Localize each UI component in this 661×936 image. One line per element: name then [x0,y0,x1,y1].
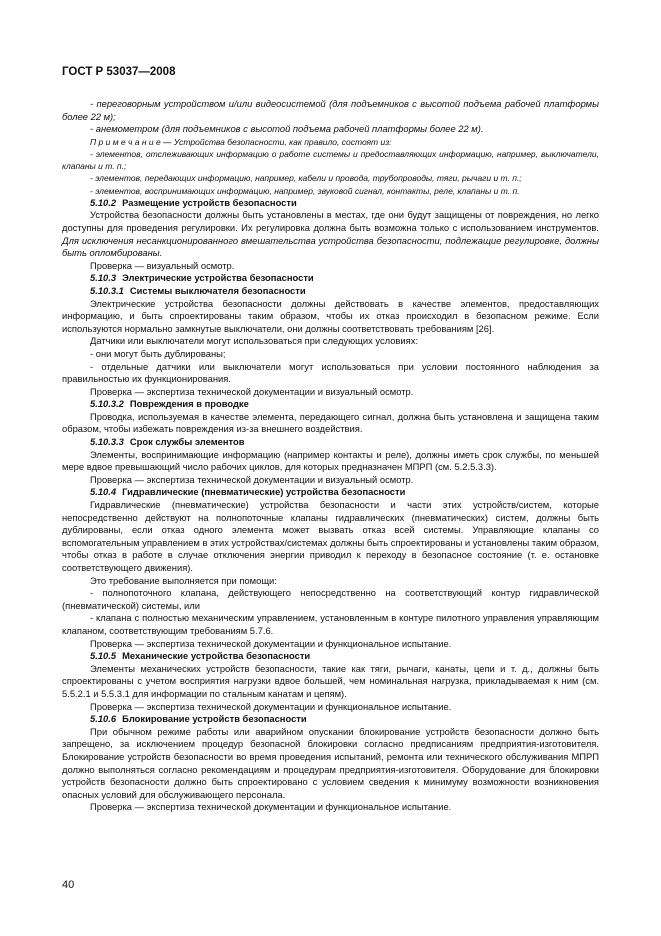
section-number: 5.10.3 [90,272,117,284]
list-item: - переговорным устройством и/или видеосистемой (для подъемников с высотой подъема рабочей платформы более 22 м); [62,98,599,122]
note-item: - элементов, отслеживающих информацию о работе системы и предоставляющих информацию, например, выключатели, клапаны и т. п.; [62,148,599,172]
section-number: 5.10.3.3 [90,436,124,448]
note-item: - элементов, передающих информацию, например, кабели и провода, трубопроводы, тяги, рычаги и т. п.; [90,173,522,184]
section-title: Электрические устройства безопасности [122,272,314,284]
page-number: 40 [62,879,75,891]
list-item: - полнопоточного клапана, действующего непосредственно на соответствующий контур гидравлической (пневматической) системы, или [62,587,599,611]
check-line: Проверка — экспертиза технической документации и функциональное испытание. [90,637,452,649]
paragraph-italic-text: Для исключения несанкционированного вмешательства устройства безопасности, подлежащие регулировке, должны быть опломбированы. [62,234,599,259]
section-heading [62,272,599,285]
list-item: - анемометром (для подъемников с высотой подъема рабочей платформы более 22 м). [90,123,484,135]
paragraph-text: Устройства безопасности должны быть установлены в местах, где они будут защищены от повреждения, но легко доступны для проведения регулировки. Их регулировка должна быть возможна только с использованием инструментов. [62,209,599,233]
section-number: 5.10.3.1 [90,284,124,296]
section-heading [62,486,599,499]
list-item: - клапана с полностью механическим управлением, установленным в контуре пилотного управления управляющим клапаном, соответствующим требованиям 5.7.6. [62,612,599,636]
paragraph: При обычном режиме работы или аварийном опускании блокирование устройств безопасности должно быть запрещено, за исключением процедур безопасной блокировки согласно предписаниям предприятия-изготовителя. Блокирование устройств безопасности во время проведения испытаний, ремонта или технического обслуживания МПРП должно выполняться согласно рекомендациям и процедурам предприятия-изготовителя. Оборудование для блокировки устройств безопасности должно быть спроектировано с условием сведения к минимуму возможности возникновения опасных условий для обслуживающего персонала. [62,725,599,800]
section-heading [62,197,599,210]
check-line: Проверка — экспертиза технической документации и функциональное испытание. [90,801,452,813]
section-number: 5.10.2 [90,196,117,208]
paragraph: Элементы, воспринимающие информацию (например контакты и реле), должны иметь срок службы, по меньшей мере вдвое превышающий число рабочих циклов, для которых предназначен МПРП (см. 5.2.5.3.3). [62,448,599,473]
note-label: П р и м е ч а н и е [90,136,161,147]
section-title: Гидравлические (пневматические) устройства безопасности [122,486,406,498]
list-item: - отдельные датчики или выключатели могут использоваться при условии постоянного наблюдения за правильностью их функционирования. [62,360,599,385]
section-heading [62,436,599,449]
section-number: 5.10.5 [90,650,117,662]
note-item: - элементов, воспринимающих информацию, например, звуковой сигнал, контакты, реле, клапаны и т. п. [90,185,520,196]
paragraph: Элементы механических устройств безопасности, такие как тяги, рычаги, канаты, цепи и т. д., должны быть спроектированы с учетом восприятия нагрузки вдвое большей, чем номинальная нагрузка, прикладываемая к ним (см. 5.5.2.1 и 5.5.3.1 для информации по стальным канатам и цепям). [62,662,599,699]
section-title: Механические устройства безопасности [122,650,311,662]
list-item: - они могут быть дублированы; [90,347,226,359]
section-title: Системы выключателя безопасности [129,284,306,296]
paragraph: Гидравлические (пневматические) устройства безопасности и части этих устройств/систем, которые непосредственно действуют на полнопоточные клапаны гидравлических (пневматических) систем, должны быть дублированы, если отказ одного элемента может вызвать отказ всей системы. Управляющие клапаны со вспомогательным управлением в этих устройствах/системах должны быть спроектированы и установлены таким образом, чтобы отказ в работе в случае отключения энергии приводил к переходу в безопасное состояние (т. е. остановке соответствующего движения). [62,499,599,574]
check-line: Проверка — визуальный осмотр. [90,259,235,271]
check-line: Проверка — экспертиза технической документации и функциональное испытание. [90,700,452,712]
document-header: ГОСТ Р 53037—2008 [62,66,176,78]
document-body [62,98,599,814]
section-heading [62,713,599,726]
note-paragraph [62,136,599,148]
section-number: 5.10.4 [90,486,117,498]
section-title: Срок службы элементов [129,436,245,448]
paragraph [62,209,599,259]
section-number: 5.10.6 [90,713,117,725]
section-heading [62,398,599,411]
check-line: Проверка — экспертиза технической документации и визуальный осмотр. [90,385,414,397]
section-title: Размещение устройств безопасности [122,196,297,208]
section-heading [62,285,599,298]
section-number: 5.10.3.2 [90,398,124,410]
paragraph: Проводка, используемая в качестве элемента, передающего сигнал, должна быть установлена и защищена таким образом, чтобы избежать повреждения из-за внешнего воздействия. [62,410,599,435]
note-text: — Устройства безопасности, как правило, состоят из: [160,136,392,147]
check-line: Проверка — экспертиза технической документации и визуальный осмотр. [90,473,414,485]
section-title: Блокирование устройств безопасности [122,713,307,725]
paragraph: Датчики или выключатели могут использоваться при следующих условиях: [90,335,419,347]
section-heading [62,650,599,663]
paragraph: Электрические устройства безопасности должны действовать в качестве элементов, предоставляющих информацию, и быть спроектированы таким образом, чтобы их отказ происходил в безопасном режиме. Если используются нормально замкнутые выключатели, они должны соответствовать требованиям [26]. [62,297,599,334]
paragraph: Это требование выполняется при помощи: [90,574,277,586]
section-title: Повреждения в проводке [129,398,249,410]
